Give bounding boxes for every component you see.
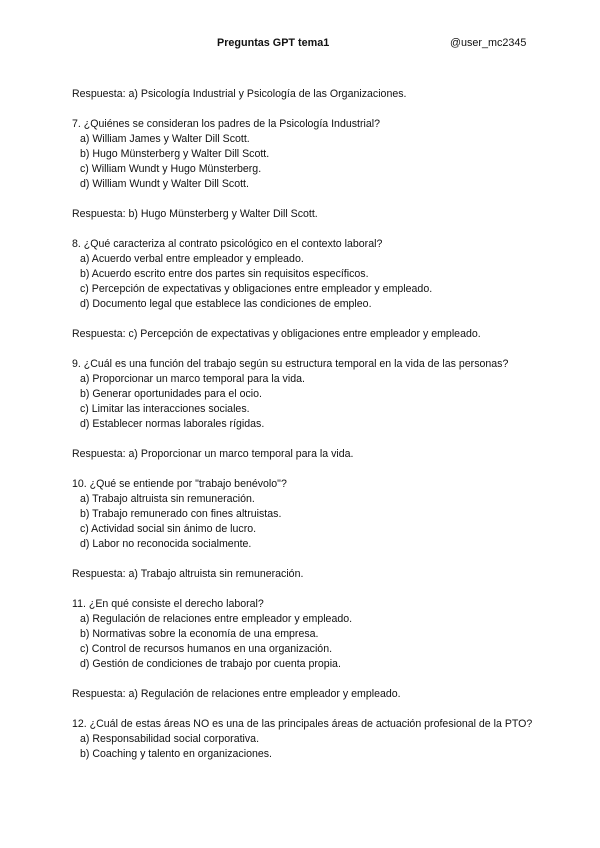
option-a: a) Responsabilidad social corporativa. (80, 733, 260, 745)
option-b: b) Hugo Münsterberg y Walter Dill Scott. (80, 148, 270, 160)
option-a: a) Acuerdo verbal entre empleador y empleado. (80, 253, 304, 265)
option-c: c) Control de recursos humanos en una organización. (80, 643, 333, 655)
question-block (72, 597, 534, 672)
option-b: b) Trabajo remunerado con fines altruistas. (80, 508, 282, 520)
question-block (72, 357, 534, 432)
option-b: b) Coaching y talento en organizaciones. (80, 748, 272, 760)
question-text: 7. ¿Quiénes se consideran los padres de la Psicología Industrial? (72, 118, 380, 130)
option-d: d) Gestión de condiciones de trabajo por cuenta propia. (80, 658, 341, 670)
option-d: d) Labor no reconocida socialmente. (80, 538, 252, 550)
answer-line: Respuesta: a) Regulación de relaciones entre empleador y empleado. (72, 688, 401, 700)
question-text: 12. ¿Cuál de estas áreas NO es una de las principales áreas de actuación profesional de la PTO? (72, 718, 533, 730)
option-a: a) Proporcionar un marco temporal para la vida. (80, 373, 305, 385)
question-text: 9. ¿Cuál es una función del trabajo según su estructura temporal en la vida de las personas? (72, 358, 509, 370)
document-title: Preguntas GPT tema1 (217, 37, 330, 49)
option-b: b) Acuerdo escrito entre dos partes sin requisitos específicos. (80, 268, 369, 280)
question-block (72, 237, 534, 312)
answer-line: Respuesta: b) Hugo Münsterberg y Walter Dill Scott. (72, 208, 318, 220)
option-a: a) William James y Walter Dill Scott. (80, 133, 250, 145)
option-c: c) Limitar las interacciones sociales. (80, 403, 250, 415)
document-body (72, 87, 534, 762)
question-block (72, 117, 534, 192)
option-c: c) Actividad social sin ánimo de lucro. (80, 523, 257, 535)
option-d: d) Establecer normas laborales rígidas. (80, 418, 265, 430)
option-b: b) Generar oportunidades para el ocio. (80, 388, 262, 400)
answer-line: Respuesta: a) Psicología Industrial y Psicología de las Organizaciones. (72, 88, 407, 100)
option-a: a) Regulación de relaciones entre empleador y empleado. (80, 613, 353, 625)
question-text: 8. ¿Qué caracteriza al contrato psicológico en el contexto laboral? (72, 238, 383, 250)
option-a: a) Trabajo altruista sin remuneración. (80, 493, 255, 505)
option-b: b) Normativas sobre la economía de una empresa. (80, 628, 319, 640)
question-block (72, 477, 534, 552)
question-text: 10. ¿Qué se entiende por "trabajo benévolo"? (72, 478, 287, 490)
page-header (0, 37, 600, 51)
option-d: d) Documento legal que establece las condiciones de empleo. (80, 298, 372, 310)
author-username: @user_mc2345 (450, 37, 527, 49)
question-block (72, 717, 534, 762)
answer-line: Respuesta: c) Percepción de expectativas y obligaciones entre empleador y empleado. (72, 328, 481, 340)
answer-line: Respuesta: a) Trabajo altruista sin remuneración. (72, 568, 304, 580)
answer-line: Respuesta: a) Proporcionar un marco temporal para la vida. (72, 448, 354, 460)
option-c: c) Percepción de expectativas y obligaciones entre empleador y empleado. (80, 283, 433, 295)
option-c: c) William Wundt y Hugo Münsterberg. (80, 163, 262, 175)
question-text: 11. ¿En qué consiste el derecho laboral? (72, 598, 264, 610)
option-d: d) William Wundt y Walter Dill Scott. (80, 178, 249, 190)
